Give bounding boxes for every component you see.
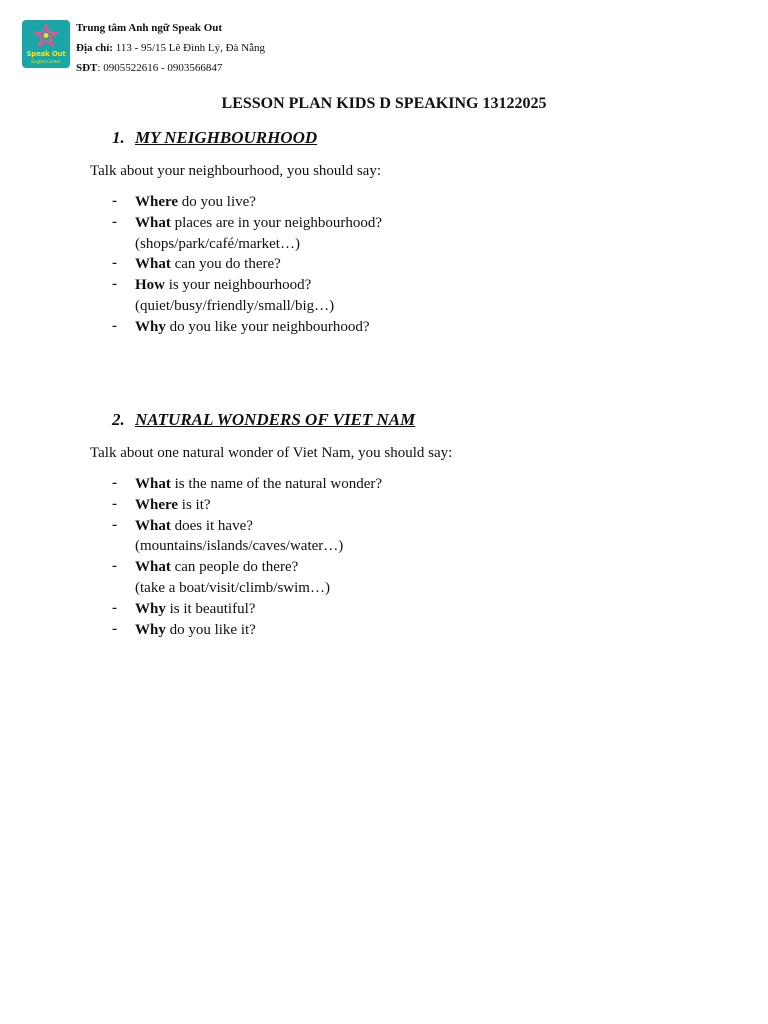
section-prompt: Talk about your neighbourhood, you should say: bbox=[90, 163, 381, 179]
page-title: LESSON PLAN KIDS D SPEAKING 13122025 bbox=[221, 95, 547, 112]
list-item: - Where do you live? bbox=[112, 193, 256, 210]
section-heading-neighbourhood bbox=[112, 127, 317, 149]
section-number: 2. bbox=[112, 410, 125, 429]
list-item: - Why do you like it? bbox=[112, 620, 256, 638]
list-item: - Why is it beautiful? bbox=[112, 599, 256, 617]
list-item: - What is the name of the natural wonder? bbox=[112, 475, 383, 492]
section-prompt: Talk about one natural wonder of Viet Nam, you should say: bbox=[90, 445, 453, 461]
logo-text: Speak Out bbox=[26, 50, 66, 58]
list-item: - Why do you like your neighbourhood? bbox=[112, 317, 370, 335]
address-value: 113 - 95/15 Lê Đình Lý, Đà Nẵng bbox=[112, 42, 266, 54]
list-item: - What does it have? (mountains/islands/caves/water…) bbox=[112, 516, 344, 555]
question-list-natural-wonders bbox=[112, 474, 382, 640]
section-title: MY NEIGHBOURHOOD bbox=[135, 128, 318, 147]
question-list-neighbourhood bbox=[112, 192, 382, 338]
list-item: - What can people do there? (take a boat/visit/climb/swim…) bbox=[112, 558, 330, 596]
list-item: - Where is it? bbox=[112, 495, 211, 513]
speak-out-logo bbox=[22, 20, 70, 68]
address-line bbox=[76, 38, 336, 58]
list-item: - What places are in your neighbourhood? (shops/park/café/market…) bbox=[112, 213, 383, 252]
section-title: NATURAL WONDERS OF VIET NAM bbox=[135, 410, 416, 429]
section-number: 1. bbox=[112, 128, 125, 147]
center-info bbox=[76, 18, 336, 78]
phone-value: : 0905522616 - 0903566847 bbox=[97, 62, 223, 74]
list-item: - How is your neighbourhood? (quiet/busy/friendly/small/big…) bbox=[112, 276, 335, 314]
star-icon bbox=[34, 24, 58, 48]
phone-label: SĐT bbox=[76, 62, 98, 74]
logo-subtext: English Center bbox=[31, 59, 61, 64]
address-label: Địa chỉ: bbox=[76, 42, 113, 54]
phone-line bbox=[76, 58, 336, 78]
section-heading-natural-wonders bbox=[112, 409, 415, 431]
center-name: Trung tâm Anh ngữ Speak Out bbox=[76, 22, 223, 34]
list-item: - What can you do there? bbox=[112, 255, 281, 273]
